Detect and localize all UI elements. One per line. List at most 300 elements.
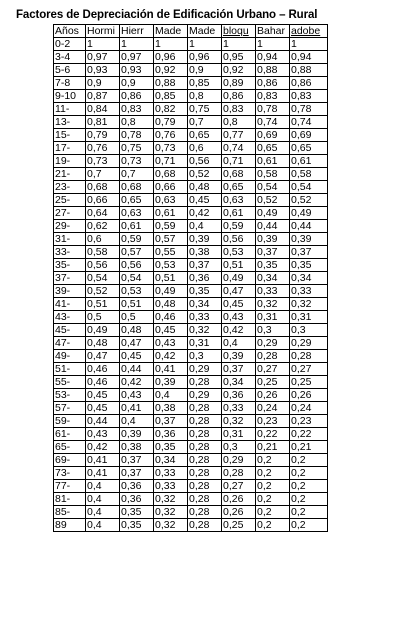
table-cell-hormigon: 0,66: [86, 194, 120, 207]
table-cell-anos: 43-: [54, 311, 86, 324]
table-cell-adobe: 0,65: [290, 142, 328, 155]
table-cell-anos: 41-: [54, 298, 86, 311]
table-row: [54, 116, 328, 129]
table-cell-bahareque: 0,34: [256, 272, 290, 285]
table-cell-madera-2: 0,65: [188, 129, 222, 142]
table-cell-hierro: 0,37: [120, 467, 154, 480]
table-cell-anos: 59-: [54, 415, 86, 428]
table-cell-bloque: 0,45: [222, 298, 256, 311]
table-cell-madera-1: 0,46: [154, 311, 188, 324]
table-cell-bahareque: 0,44: [256, 220, 290, 233]
table-cell-madera-1: 0,66: [154, 181, 188, 194]
table-cell-anos: 13-: [54, 116, 86, 129]
table-cell-bahareque: 0,37: [256, 246, 290, 259]
table-cell-bahareque: 0,69: [256, 129, 290, 142]
table-cell-hormigon: 0,45: [86, 402, 120, 415]
table-cell-anos: 27-: [54, 207, 86, 220]
table-cell-bahareque: 0,21: [256, 441, 290, 454]
table-cell-hierro: 0,36: [120, 480, 154, 493]
table-cell-anos: 73-: [54, 467, 86, 480]
table-cell-hierro: 0,8: [120, 116, 154, 129]
table-cell-madera-2: 0,28: [188, 519, 222, 532]
table-row: [54, 493, 328, 506]
table-row: [54, 246, 328, 259]
table-cell-madera-1: 0,59: [154, 220, 188, 233]
table-cell-hierro: 0,5: [120, 311, 154, 324]
table-cell-hormigon: 0,41: [86, 454, 120, 467]
column-header-madera-2: Made: [188, 25, 222, 38]
table-cell-hormigon: 0,79: [86, 129, 120, 142]
table-cell-madera-2: 1: [188, 38, 222, 51]
table-row: [54, 506, 328, 519]
table-cell-adobe: 0,34: [290, 272, 328, 285]
table-cell-madera-2: 0,38: [188, 246, 222, 259]
table-row: [54, 389, 328, 402]
table-cell-hormigon: 0,48: [86, 337, 120, 350]
table-cell-adobe: 0,86: [290, 77, 328, 90]
table-cell-hierro: 0,42: [120, 376, 154, 389]
table-cell-hierro: 0,4: [120, 415, 154, 428]
table-cell-bahareque: 0,88: [256, 64, 290, 77]
table-cell-bloque: 1: [222, 38, 256, 51]
table-cell-hormigon: 0,93: [86, 64, 120, 77]
table-cell-hormigon: 0,44: [86, 415, 120, 428]
table-cell-adobe: 0,37: [290, 246, 328, 259]
table-cell-adobe: 0,61: [290, 155, 328, 168]
table-cell-adobe: 0,21: [290, 441, 328, 454]
table-cell-hormigon: 0,5: [86, 311, 120, 324]
table-cell-bloque: 0,42: [222, 324, 256, 337]
table-cell-hormigon: 0,9: [86, 77, 120, 90]
table-cell-hierro: 0,59: [120, 233, 154, 246]
table-cell-hormigon: 0,56: [86, 259, 120, 272]
table-cell-madera-2: 0,33: [188, 311, 222, 324]
table-cell-madera-2: 0,32: [188, 324, 222, 337]
table-cell-anos: 7-8: [54, 77, 86, 90]
table-row: [54, 64, 328, 77]
table-cell-madera-2: 0,42: [188, 207, 222, 220]
table-cell-anos: 35-: [54, 259, 86, 272]
table-cell-madera-1: 0,39: [154, 376, 188, 389]
table-cell-anos: 11-: [54, 103, 86, 116]
table-row: [54, 272, 328, 285]
table-cell-bahareque: 0,94: [256, 51, 290, 64]
table-row: [54, 350, 328, 363]
table-cell-madera-1: 0,43: [154, 337, 188, 350]
table-row: [54, 324, 328, 337]
table-cell-hormigon: 0,6: [86, 233, 120, 246]
table-cell-bahareque: 0,52: [256, 194, 290, 207]
table-cell-hormigon: 0,4: [86, 506, 120, 519]
table-row: [54, 155, 328, 168]
table-cell-hierro: 0,41: [120, 402, 154, 415]
page-title: Factores de Depreciación de Edificación Urbano – Rural: [16, 9, 318, 21]
table-cell-adobe: 1: [290, 38, 328, 51]
table-cell-hormigon: 0,4: [86, 493, 120, 506]
table-cell-madera-1: 0,51: [154, 272, 188, 285]
table-row: [54, 220, 328, 233]
table-cell-bahareque: 0,35: [256, 259, 290, 272]
table-cell-bloque: 0,49: [222, 272, 256, 285]
table-cell-adobe: 0,2: [290, 454, 328, 467]
table-cell-adobe: 0,22: [290, 428, 328, 441]
table-cell-adobe: 0,33: [290, 285, 328, 298]
table-cell-madera-2: 0,37: [188, 259, 222, 272]
table-cell-hierro: 0,73: [120, 155, 154, 168]
table-cell-hierro: 0,63: [120, 207, 154, 220]
table-cell-anos: 21-: [54, 168, 86, 181]
table-cell-adobe: 0,2: [290, 493, 328, 506]
table-cell-adobe: 0,78: [290, 103, 328, 116]
table-cell-madera-2: 0,29: [188, 363, 222, 376]
table-cell-hormigon: 0,52: [86, 285, 120, 298]
table-cell-madera-2: 0,45: [188, 194, 222, 207]
table-row: [54, 428, 328, 441]
table-cell-bahareque: 0,3: [256, 324, 290, 337]
table-cell-hierro: 0,37: [120, 454, 154, 467]
table-cell-hormigon: 0,87: [86, 90, 120, 103]
table-cell-bloque: 0,8: [222, 116, 256, 129]
table-cell-adobe: 0,94: [290, 51, 328, 64]
table-cell-anos: 85-: [54, 506, 86, 519]
table-cell-madera-1: 0,85: [154, 90, 188, 103]
table-cell-madera-2: 0,75: [188, 103, 222, 116]
table-cell-hierro: 0,54: [120, 272, 154, 285]
table-cell-madera-2: 0,6: [188, 142, 222, 155]
table-cell-bloque: 0,34: [222, 376, 256, 389]
table-cell-anos: 31-: [54, 233, 86, 246]
table-cell-madera-1: 0,34: [154, 454, 188, 467]
table-cell-hormigon: 0,43: [86, 428, 120, 441]
table-cell-adobe: 0,31: [290, 311, 328, 324]
table-cell-bahareque: 0,23: [256, 415, 290, 428]
table-row: [54, 181, 328, 194]
table-cell-bloque: 0,92: [222, 64, 256, 77]
table-cell-hierro: 0,47: [120, 337, 154, 350]
table-row: [54, 298, 328, 311]
table-cell-madera-2: 0,28: [188, 454, 222, 467]
table-row: [54, 168, 328, 181]
table-cell-adobe: 0,58: [290, 168, 328, 181]
table-row: [54, 402, 328, 415]
table-cell-bloque: 0,29: [222, 454, 256, 467]
table-cell-madera-2: 0,85: [188, 77, 222, 90]
table-cell-adobe: 0,54: [290, 181, 328, 194]
table-cell-hormigon: 0,68: [86, 181, 120, 194]
table-row: [54, 259, 328, 272]
table-cell-adobe: 0,88: [290, 64, 328, 77]
table-cell-bahareque: 0,49: [256, 207, 290, 220]
table-cell-bloque: 0,28: [222, 467, 256, 480]
table-cell-anos: 39-: [54, 285, 86, 298]
table-cell-madera-2: 0,34: [188, 298, 222, 311]
table-cell-madera-1: 0,32: [154, 506, 188, 519]
table-cell-bahareque: 0,83: [256, 90, 290, 103]
table-cell-adobe: 0,39: [290, 233, 328, 246]
table-cell-bahareque: 0,74: [256, 116, 290, 129]
table-cell-hierro: 0,61: [120, 220, 154, 233]
table-cell-hierro: 0,35: [120, 519, 154, 532]
table-cell-bahareque: 0,61: [256, 155, 290, 168]
column-header-hierro: Hierr: [120, 25, 154, 38]
table-cell-anos: 9-10: [54, 90, 86, 103]
table-cell-anos: 3-4: [54, 51, 86, 64]
table-cell-hormigon: 0,62: [86, 220, 120, 233]
table-cell-hierro: 0,83: [120, 103, 154, 116]
table-cell-adobe: 0,26: [290, 389, 328, 402]
table-cell-hierro: 0,56: [120, 259, 154, 272]
table-cell-hierro: 0,36: [120, 493, 154, 506]
table-cell-madera-1: 0,4: [154, 389, 188, 402]
table-cell-madera-1: 0,71: [154, 155, 188, 168]
table-cell-adobe: 0,52: [290, 194, 328, 207]
column-header-bloque: bloqu: [222, 25, 256, 38]
table-row: [54, 480, 328, 493]
table-cell-bloque: 0,53: [222, 246, 256, 259]
table-cell-madera-2: 0,28: [188, 441, 222, 454]
table-cell-bloque: 0,33: [222, 402, 256, 415]
table-cell-anos: 17-: [54, 142, 86, 155]
table-cell-anos: 53-: [54, 389, 86, 402]
table-cell-hierro: 0,35: [120, 506, 154, 519]
table-row: [54, 441, 328, 454]
table-row: [54, 467, 328, 480]
table-cell-hierro: 0,45: [120, 350, 154, 363]
table-cell-bahareque: 0,25: [256, 376, 290, 389]
table-cell-hierro: 0,53: [120, 285, 154, 298]
table-cell-anos: 61-: [54, 428, 86, 441]
column-header-bahareque: Bahar: [256, 25, 290, 38]
table-cell-anos: 49-: [54, 350, 86, 363]
table-row: [54, 454, 328, 467]
table-cell-bloque: 0,43: [222, 311, 256, 324]
table-cell-hormigon: 0,47: [86, 350, 120, 363]
table-cell-madera-2: 0,28: [188, 506, 222, 519]
table-cell-madera-1: 0,73: [154, 142, 188, 155]
table-cell-bahareque: 0,22: [256, 428, 290, 441]
table-cell-madera-1: 0,49: [154, 285, 188, 298]
table-cell-adobe: 0,27: [290, 363, 328, 376]
table-cell-hormigon: 0,81: [86, 116, 120, 129]
table-cell-hierro: 0,38: [120, 441, 154, 454]
table-cell-hierro: 0,75: [120, 142, 154, 155]
table-cell-bloque: 0,77: [222, 129, 256, 142]
table-cell-adobe: 0,23: [290, 415, 328, 428]
column-header-hormigon: Hormi: [86, 25, 120, 38]
table-cell-anos: 77-: [54, 480, 86, 493]
table-cell-anos: 81-: [54, 493, 86, 506]
table-cell-bloque: 0,83: [222, 103, 256, 116]
table-cell-bloque: 0,26: [222, 506, 256, 519]
table-cell-madera-1: 0,88: [154, 77, 188, 90]
table-cell-adobe: 0,49: [290, 207, 328, 220]
table-cell-bahareque: 1: [256, 38, 290, 51]
table-cell-madera-2: 0,29: [188, 389, 222, 402]
table-cell-adobe: 0,2: [290, 519, 328, 532]
table-cell-bloque: 0,65: [222, 181, 256, 194]
table-cell-adobe: 0,74: [290, 116, 328, 129]
table-cell-madera-2: 0,56: [188, 155, 222, 168]
table-cell-adobe: 0,24: [290, 402, 328, 415]
table-cell-hierro: 0,97: [120, 51, 154, 64]
table-cell-madera-1: 0,38: [154, 402, 188, 415]
table-cell-anos: 0-2: [54, 38, 86, 51]
table-cell-madera-1: 0,35: [154, 441, 188, 454]
table-row: [54, 77, 328, 90]
table-cell-hormigon: 0,46: [86, 376, 120, 389]
table-cell-anos: 45-: [54, 324, 86, 337]
table-cell-bloque: 0,59: [222, 220, 256, 233]
table-cell-bahareque: 0,28: [256, 350, 290, 363]
table-cell-adobe: 0,69: [290, 129, 328, 142]
table-cell-madera-1: 0,57: [154, 233, 188, 246]
table-row: [54, 337, 328, 350]
table-cell-bloque: 0,63: [222, 194, 256, 207]
table-cell-bloque: 0,25: [222, 519, 256, 532]
table-cell-bloque: 0,47: [222, 285, 256, 298]
table-row: [54, 376, 328, 389]
table-cell-anos: 57-: [54, 402, 86, 415]
table-cell-adobe: 0,35: [290, 259, 328, 272]
table-cell-bahareque: 0,58: [256, 168, 290, 181]
table-cell-madera-1: 0,33: [154, 480, 188, 493]
table-row: [54, 311, 328, 324]
table-cell-bahareque: 0,78: [256, 103, 290, 116]
table-cell-hormigon: 0,46: [86, 363, 120, 376]
table-cell-madera-2: 0,4: [188, 220, 222, 233]
column-header-anos: Años: [54, 25, 86, 38]
table-cell-adobe: 0,25: [290, 376, 328, 389]
table-cell-hierro: 1: [120, 38, 154, 51]
table-cell-bahareque: 0,2: [256, 506, 290, 519]
table-cell-madera-1: 0,82: [154, 103, 188, 116]
table-cell-madera-1: 0,68: [154, 168, 188, 181]
table-cell-hierro: 0,39: [120, 428, 154, 441]
table-cell-madera-2: 0,35: [188, 285, 222, 298]
table-cell-bahareque: 0,32: [256, 298, 290, 311]
table-cell-bloque: 0,61: [222, 207, 256, 220]
table-cell-madera-1: 0,61: [154, 207, 188, 220]
table-cell-hormigon: 0,4: [86, 480, 120, 493]
table-cell-bloque: 0,36: [222, 389, 256, 402]
table-cell-hierro: 0,78: [120, 129, 154, 142]
table-cell-hierro: 0,86: [120, 90, 154, 103]
table-cell-anos: 15-: [54, 129, 86, 142]
table-cell-hormigon: 0,42: [86, 441, 120, 454]
table-header-row: [54, 25, 328, 38]
table-cell-madera-1: 0,42: [154, 350, 188, 363]
table-cell-bloque: 0,31: [222, 428, 256, 441]
table-cell-bahareque: 0,2: [256, 467, 290, 480]
table-cell-anos: 19-: [54, 155, 86, 168]
table-cell-anos: 51-: [54, 363, 86, 376]
table-cell-bahareque: 0,33: [256, 285, 290, 298]
table-cell-bloque: 0,37: [222, 363, 256, 376]
table-cell-anos: 65-: [54, 441, 86, 454]
table-cell-adobe: 0,2: [290, 506, 328, 519]
table-body: [54, 38, 328, 532]
table-cell-bahareque: 0,24: [256, 402, 290, 415]
table-cell-madera-2: 0,48: [188, 181, 222, 194]
table-cell-madera-1: 0,33: [154, 467, 188, 480]
table-cell-adobe: 0,3: [290, 324, 328, 337]
table-cell-madera-2: 0,28: [188, 402, 222, 415]
table-row: [54, 194, 328, 207]
table-cell-madera-2: 0,28: [188, 415, 222, 428]
table-cell-adobe: 0,28: [290, 350, 328, 363]
table-cell-bahareque: 0,86: [256, 77, 290, 90]
table-cell-bahareque: 0,54: [256, 181, 290, 194]
table-cell-hormigon: 0,4: [86, 519, 120, 532]
table-cell-anos: 69-: [54, 454, 86, 467]
table-cell-hormigon: 0,58: [86, 246, 120, 259]
table-cell-hormigon: 0,7: [86, 168, 120, 181]
table-cell-hormigon: 0,49: [86, 324, 120, 337]
table-cell-adobe: 0,32: [290, 298, 328, 311]
table-cell-madera-1: 0,37: [154, 415, 188, 428]
table-cell-bahareque: 0,31: [256, 311, 290, 324]
table-cell-hormigon: 0,51: [86, 298, 120, 311]
table-cell-madera-1: 0,32: [154, 519, 188, 532]
table-row: [54, 363, 328, 376]
table-cell-bahareque: 0,2: [256, 519, 290, 532]
table-cell-adobe: 0,2: [290, 467, 328, 480]
table-cell-madera-2: 0,8: [188, 90, 222, 103]
table-cell-hierro: 0,7: [120, 168, 154, 181]
table-cell-bloque: 0,32: [222, 415, 256, 428]
table-cell-bloque: 0,86: [222, 90, 256, 103]
table-cell-bloque: 0,71: [222, 155, 256, 168]
table-cell-bloque: 0,68: [222, 168, 256, 181]
table-cell-madera-1: 0,55: [154, 246, 188, 259]
table-cell-madera-1: 0,41: [154, 363, 188, 376]
table-cell-madera-2: 0,28: [188, 493, 222, 506]
table-cell-adobe: 0,83: [290, 90, 328, 103]
table-cell-bloque: 0,56: [222, 233, 256, 246]
table-cell-anos: 33-: [54, 246, 86, 259]
table-cell-hierro: 0,93: [120, 64, 154, 77]
table-cell-madera-2: 0,52: [188, 168, 222, 181]
table-cell-hormigon: 0,45: [86, 389, 120, 402]
table-cell-bloque: 0,3: [222, 441, 256, 454]
table-cell-madera-1: 0,53: [154, 259, 188, 272]
table-cell-madera-2: 0,7: [188, 116, 222, 129]
table-cell-anos: 25-: [54, 194, 86, 207]
table-cell-hierro: 0,44: [120, 363, 154, 376]
table-cell-madera-1: 0,79: [154, 116, 188, 129]
table-cell-hormigon: 0,54: [86, 272, 120, 285]
table-cell-bloque: 0,39: [222, 350, 256, 363]
table-cell-hierro: 0,9: [120, 77, 154, 90]
table-row: [54, 129, 328, 142]
table-cell-hormigon: 0,64: [86, 207, 120, 220]
table-cell-madera-1: 0,45: [154, 324, 188, 337]
table-cell-bloque: 0,95: [222, 51, 256, 64]
table-cell-bahareque: 0,26: [256, 389, 290, 402]
table-cell-madera-2: 0,36: [188, 272, 222, 285]
table-cell-hierro: 0,43: [120, 389, 154, 402]
table-cell-bahareque: 0,27: [256, 363, 290, 376]
table-cell-anos: 55-: [54, 376, 86, 389]
table-cell-anos: 47-: [54, 337, 86, 350]
table-cell-madera-1: 0,32: [154, 493, 188, 506]
table-cell-bloque: 0,51: [222, 259, 256, 272]
table-cell-madera-1: 0,63: [154, 194, 188, 207]
table-row: [54, 103, 328, 116]
table-row: [54, 207, 328, 220]
table-row: [54, 142, 328, 155]
table-cell-anos: 37-: [54, 272, 86, 285]
